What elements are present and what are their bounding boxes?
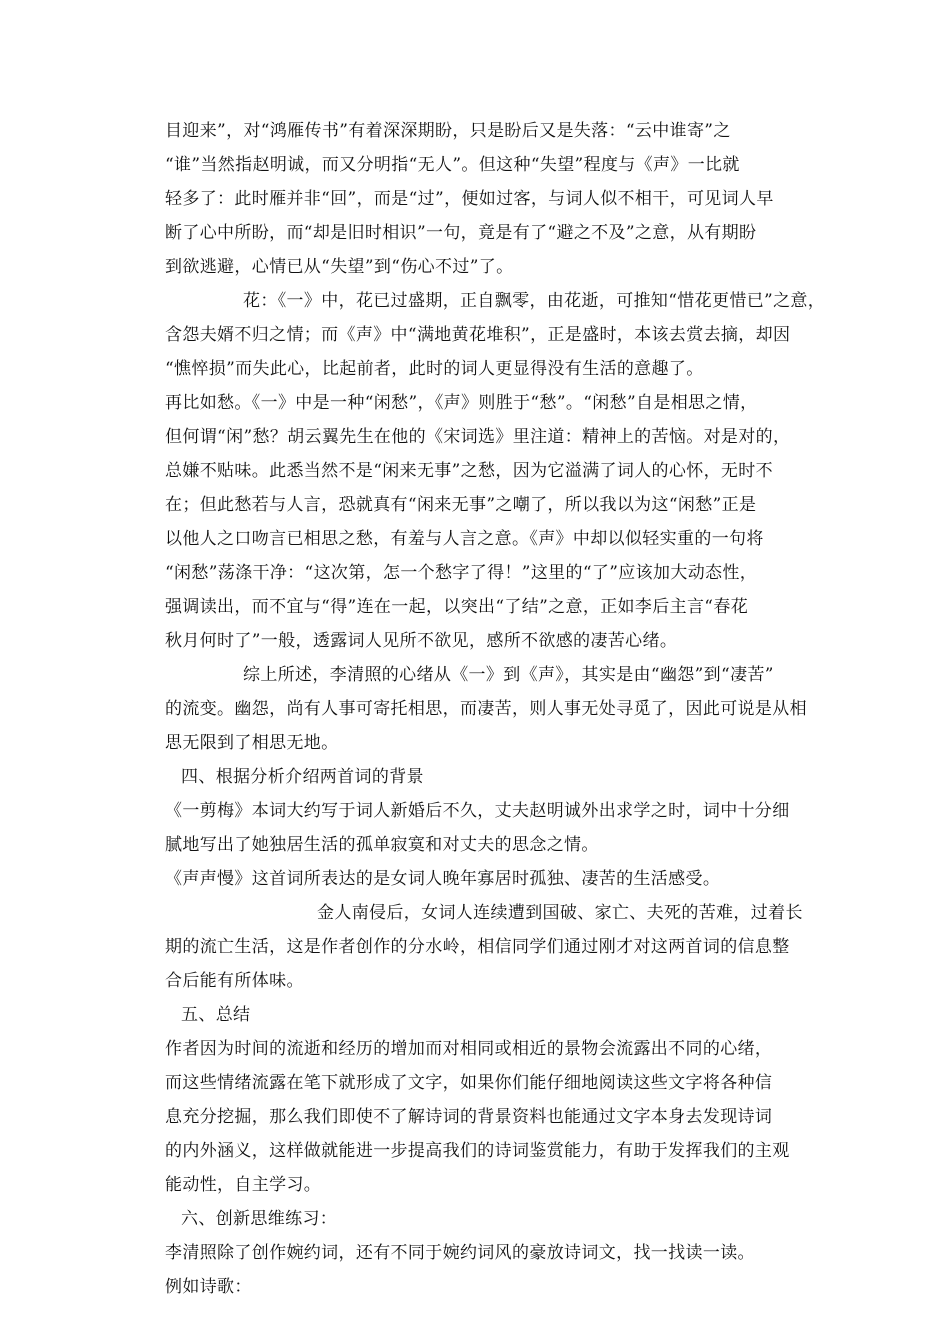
text-line: 息充分挖掘，那么我们即使不了解诗词的背景资料也能通过文字本身去发现诗词	[165, 1107, 773, 1127]
section-heading: 六、创新思维练习：	[181, 1209, 338, 1229]
text-line: 合后能有所体味。	[165, 971, 304, 991]
text-line: 断了心中所盼，而“却是旧时相识”一句，竟是有了“避之不及”之意，从有期盼	[165, 223, 757, 243]
text-line: 的流变。幽怨，尚有人事可寄托相思，而凄苦，则人事无处寻觅了，因此可说是从相	[165, 699, 807, 719]
text-line: 李清照除了创作婉约词，还有不同于婉约词风的豪放诗词文，找一找读一读。	[165, 1243, 755, 1263]
text-line: 能动性，自主学习。	[165, 1175, 322, 1195]
text-line: 而这些情绪流露在笔下就形成了文字，如果你们能仔细地阅读这些文字将各种信	[165, 1073, 773, 1093]
text-line: 《声声慢》这首词所表达的是女词人晚年寡居时孤独、凄苦的生活感受。	[165, 869, 721, 889]
text-line: 的内外涵义，这样做就能进一步提高我们的诗词鉴赏能力，有助于发挥我们的主观	[165, 1141, 790, 1161]
section-heading: 四、根据分析介绍两首词的背景	[181, 767, 424, 787]
text-line: “闲愁”荡涤干净：“这次第，怎一个愁字了得！”这里的“了”应该加大动态性，	[165, 563, 758, 583]
text-line: 《一剪梅》本词大约写于词人新婚后不久，丈夫赵明诚外出求学之时，词中十分细	[165, 801, 790, 821]
text-line: 含怨夫婿不归之情；而《声》中“满地黄花堆积”，正是盛时，本该去赏去摘，却因	[165, 325, 791, 345]
text-line: “憔悴损”而失此心，比起前者，此时的词人更显得没有生活的意趣了。	[165, 359, 704, 379]
text-line: 花：《一》中，花已过盛期，正自飘零，由花逝，可推知“惜花更惜已”之意，	[243, 291, 826, 311]
text-line: 作者因为时间的流逝和经历的增加而对相同或相近的景物会流露出不同的心绪，	[165, 1039, 773, 1059]
text-line: 但何谓“闲”愁？胡云翼先生在他的《宋词选》里注道：精神上的苦恼。对是对的，	[165, 427, 791, 447]
text-line: 秋月何时了”一般，透露词人见所不欲见，感所不欲感的凄苦心绪。	[165, 631, 678, 651]
text-line: “谁”当然指赵明诚，而又分明指“无人”。但这种“失望”程度与《声》一比就	[165, 155, 740, 175]
text-line: 再比如愁。《一》中是一种“闲愁”，《声》则胜于“愁”。“闲愁”自是相思之情，	[165, 393, 758, 413]
text-line: 总嫌不贴味。此悉当然不是“闲来无事”之愁，因为它溢满了词人的心怀，无时不	[165, 461, 773, 481]
text-line: 以他人之口吻言已相思之愁，有羞与人言之意。《声》中却以似轻实重的一句将	[165, 529, 764, 549]
text-line: 轻多了：此时雁并非“回”，而是“过”，便如过客，与词人似不相干，可见词人早	[165, 189, 774, 209]
text-line: 期的流亡生活，这是作者创作的分水岭，相信同学们通过刚才对这两首词的信息整	[165, 937, 790, 957]
text-line: 到欲逃避，心情已从“失望”到“伤心不过”了。	[165, 257, 514, 277]
text-line: 例如诗歌：	[165, 1277, 252, 1297]
text-line: 思无限到了相思无地。	[165, 733, 339, 753]
text-line: 在；但此愁若与人言，恐就真有“闲来无事”之嘲了，所以我以为这“闲愁”正是	[165, 495, 757, 515]
text-line: 综上所述，李清照的心绪从《一》到《声》，其实是由“幽怨”到“凄苦”	[243, 665, 774, 685]
text-line: 腻地写出了她独居生活的孤单寂寞和对丈夫的思念之情。	[165, 835, 599, 855]
text-line: 强调读出，而不宜与“得”连在一起，以突出“了结”之意，正如李后主言“春花	[165, 597, 749, 617]
text-line: 目迎来”，对“鸿雁传书”有着深深期盼，只是盼后又是失落：“云中谁寄”之	[165, 121, 731, 141]
text-line: 金人南侵后，女词人连续遭到国破、家亡、夫死的苦难，过着长	[317, 903, 803, 923]
section-heading: 五、总结	[181, 1005, 251, 1025]
